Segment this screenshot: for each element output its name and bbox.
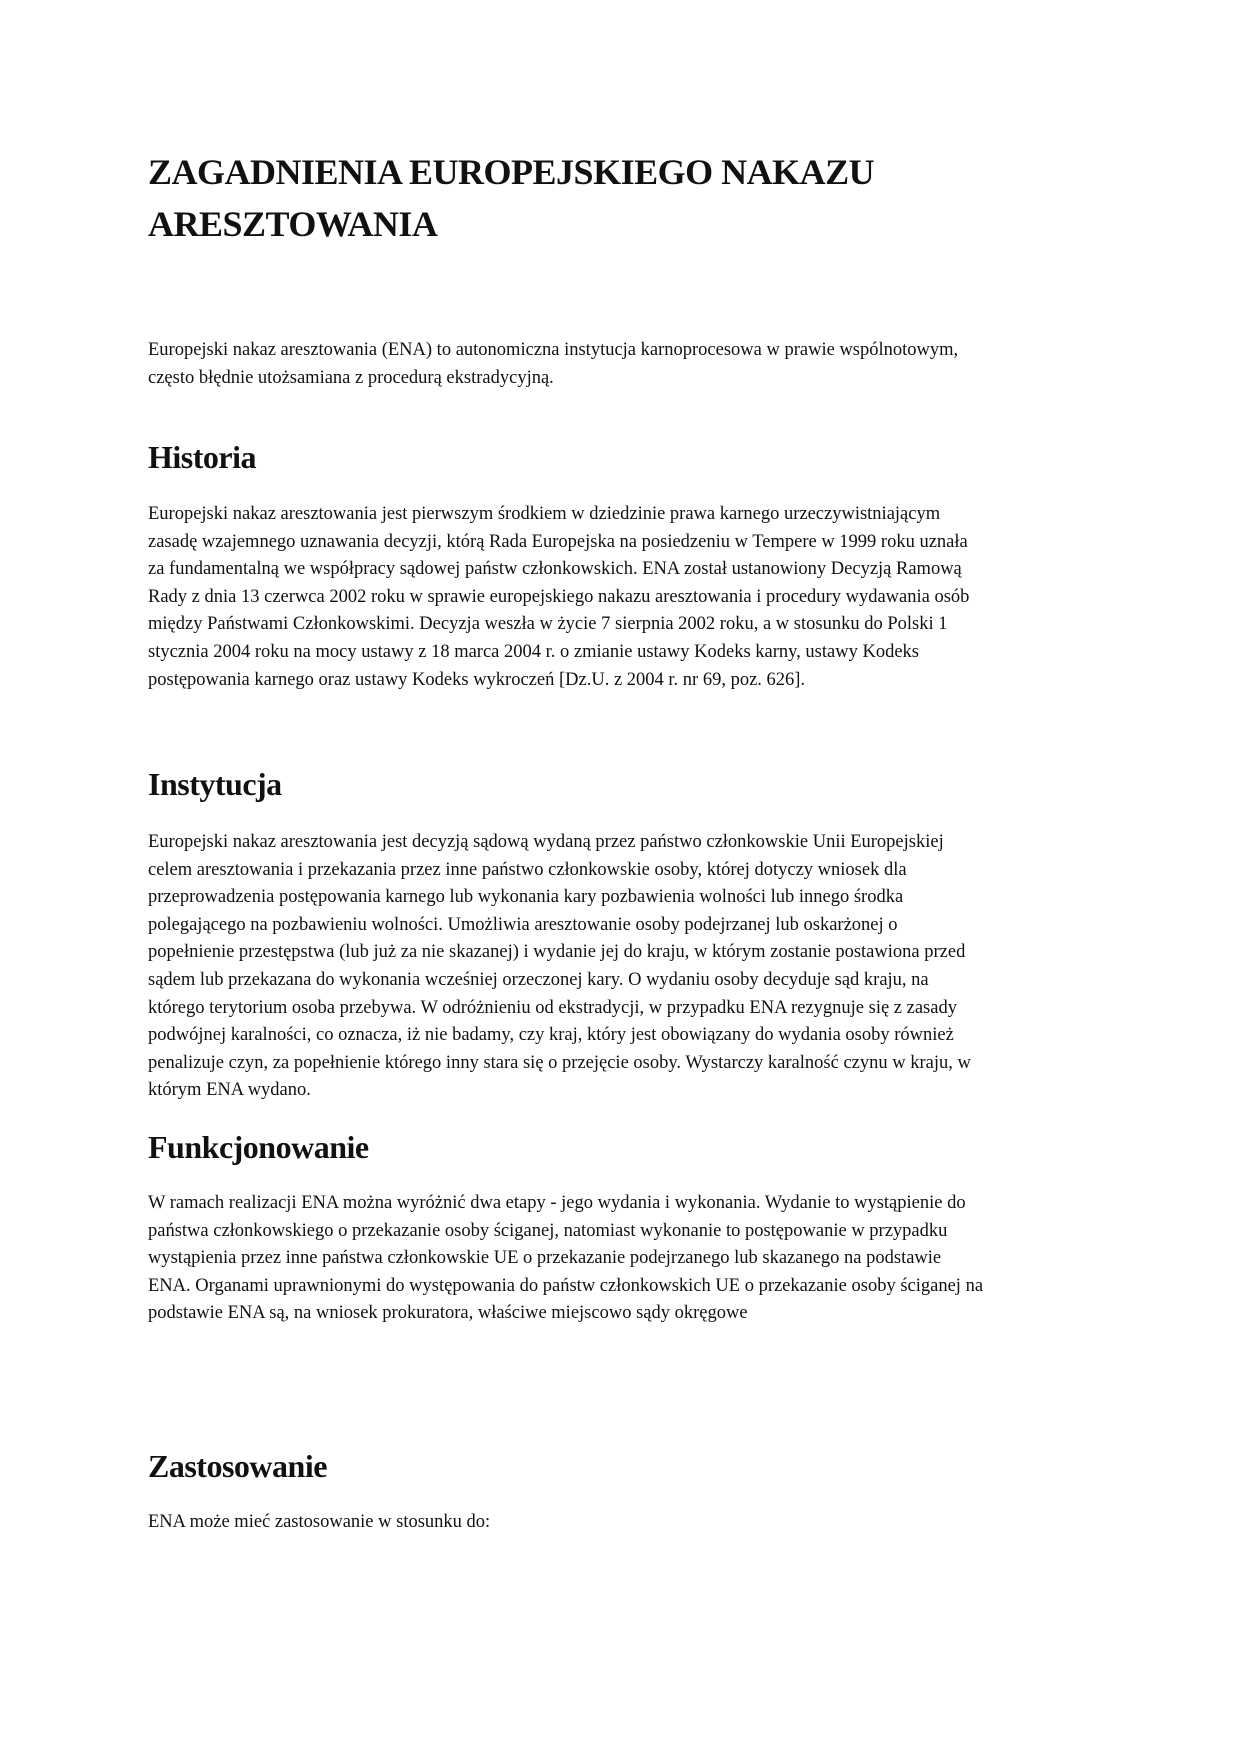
text-line: celem aresztowania i przekazania przez inne państwo członkowskie osoby, której dotyczy wniosek dla xyxy=(148,859,907,880)
title-line: ARESZTOWANIA xyxy=(148,204,438,244)
section-heading-zastosowanie: Zastosowanie xyxy=(148,1448,327,1484)
text-line: którego terytorium osoba przebywa. W odróżnieniu od ekstradycji, w przypadku ENA rezygnuje się z zasady xyxy=(148,997,957,1018)
section-paragraph-zastosowanie xyxy=(148,1509,490,1537)
section-heading-instytucja: Instytucja xyxy=(148,766,282,802)
text-line: zasadę wzajemnego uznawania decyzji, którą Rada Europejska na posiedzeniu w Tempere w 1999 roku uznała xyxy=(148,531,968,552)
text-line: postępowania karnego oraz ustawy Kodeks wykroczeń [Dz.U. z 2004 r. nr 69, poz. 626]. xyxy=(148,669,806,690)
text-line: stycznia 2004 roku na mocy ustawy z 18 marca 2004 r. o zmianie ustawy Kodeks karny, ustawy Kodeks xyxy=(148,641,919,662)
section-heading-funkcjonowanie: Funkcjonowanie xyxy=(148,1129,369,1165)
text-line: wystąpienia przez inne państwa członkowskie UE o przekazanie podejrzanego lub skazanego na podstawie xyxy=(148,1248,942,1269)
text-line: często błędnie utożsamiana z procedurą ekstradycyjną. xyxy=(148,367,554,388)
text-line: popełnienie przestępstwa (lub już za nie skazanej) i wydanie jej do kraju, w którym zostanie postawiona przed xyxy=(148,942,966,963)
text-line: W ramach realizacji ENA można wyróżnić dwa etapy - jego wydania i wykonania. Wydanie to wystąpienie do xyxy=(148,1193,966,1213)
text-line: podwójnej karalności, co oznacza, iż nie badamy, czy kraj, który jest obowiązany do wydania osoby również xyxy=(148,1025,954,1046)
document-title xyxy=(148,146,874,250)
text-line: Europejski nakaz aresztowania jest pierwszym środkiem w dziedzinie prawa karnego urzeczywistniającym xyxy=(148,504,941,524)
text-line: podstawie ENA są, na wniosek prokuratora, właściwe miejscowo sądy okręgowe xyxy=(148,1303,748,1324)
intro-paragraph xyxy=(148,337,958,392)
section-paragraph-instytucja xyxy=(148,829,971,1105)
text-line: przeprowadzenia postępowania karnego lub wykonania kary pozbawienia wolności lub innego środka xyxy=(148,887,904,908)
section-paragraph-funkcjonowanie xyxy=(148,1190,983,1328)
section-heading-historia: Historia xyxy=(148,439,256,475)
text-line: ENA może mieć zastosowanie w stosunku do: xyxy=(148,1512,491,1532)
text-line: Rady z dnia 13 czerwca 2002 roku w sprawie europejskiego nakazu aresztowania i procedury wydawania osób xyxy=(148,586,970,607)
section-paragraph-historia xyxy=(148,501,969,694)
title-line: ZAGADNIENIA EUROPEJSKIEGO NAKAZU xyxy=(148,152,875,192)
text-line: sądem lub przekazana do wykonania wcześniej orzeczonej kary. O wydaniu osoby decyduje sąd kraju, na xyxy=(148,969,929,990)
text-line: którym ENA wydano. xyxy=(148,1080,311,1101)
text-line: polegającego na pozbawieniu wolności. Umożliwia aresztowanie osoby podejrzanej lub oskarżonej o xyxy=(148,914,898,935)
text-line: państwa członkowskiego o przekazanie osoby ściganej, natomiast wykonanie to postępowanie w przypadku xyxy=(148,1220,948,1241)
text-line: penalizuje czyn, za popełnienie którego inny stara się o przejęcie osoby. Wystarczy karalność czynu w kraju, w xyxy=(148,1052,971,1073)
text-line: ENA. Organami uprawnionymi do występowania do państw członkowskich UE o przekazanie osoby ściganej na xyxy=(148,1275,984,1296)
text-line: Europejski nakaz aresztowania jest decyzją sądową wydaną przez państwo członkowskie Unii Europejskiej xyxy=(148,832,944,852)
text-line: Europejski nakaz aresztowania (ENA) to autonomiczna instytucja karnoprocesowa w prawie wspólnotowym, xyxy=(148,340,959,360)
text-line: między Państwami Członkowskimi. Decyzja weszła w życie 7 sierpnia 2002 roku, a w stosunku do Polski 1 xyxy=(148,614,948,635)
text-line: za fundamentalną we współpracy sądowej państw członkowskich. ENA został ustanowiony Decyzją Ramową xyxy=(148,559,962,580)
